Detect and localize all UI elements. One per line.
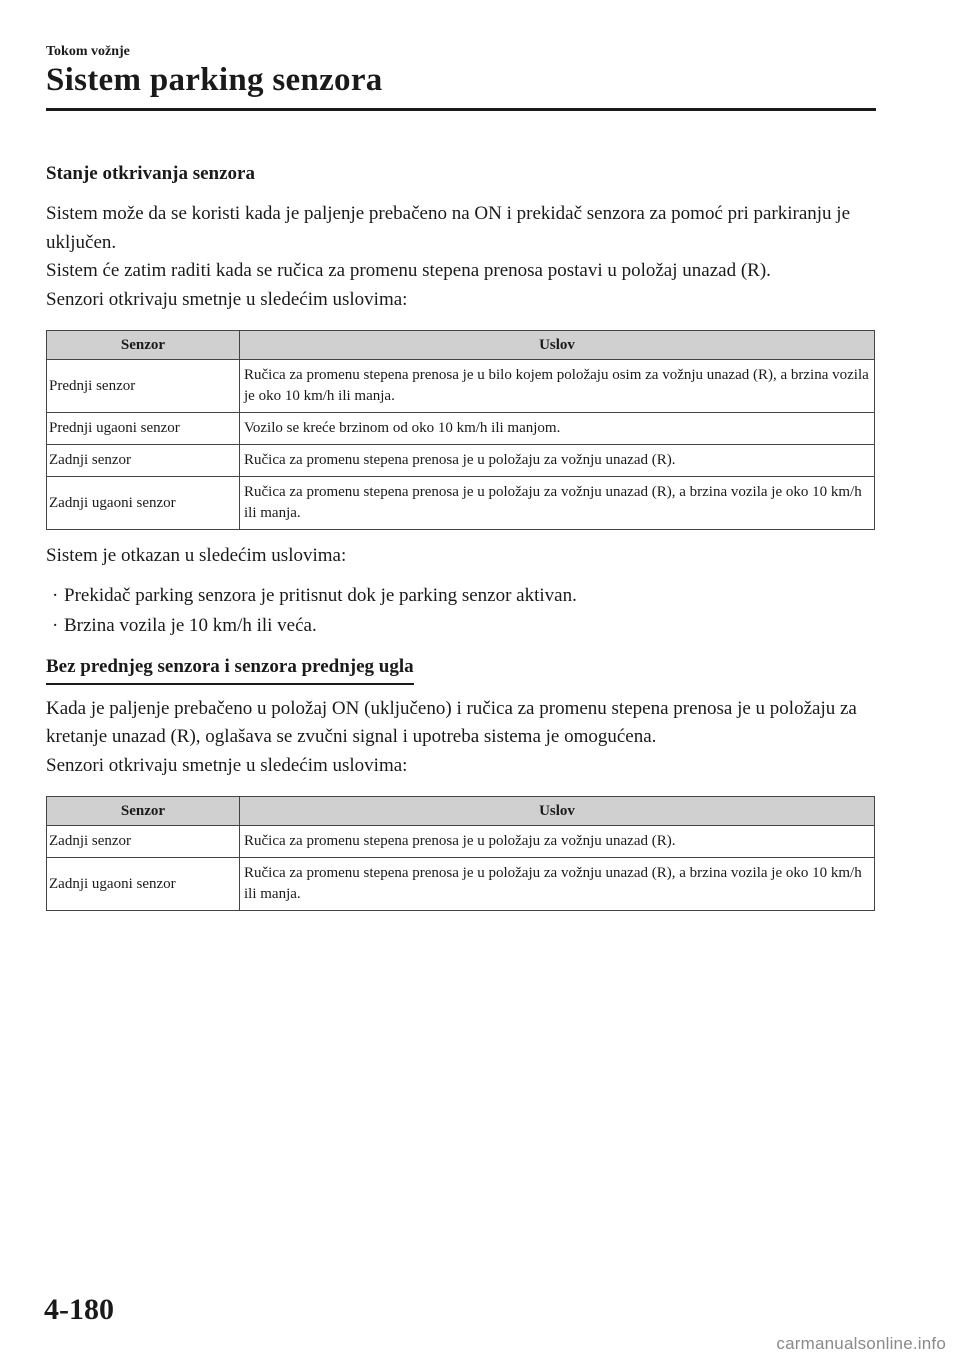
rear-sensor-conditions-table xyxy=(46,796,875,911)
sensor-cell: Prednji senzor xyxy=(47,360,240,413)
column-header-sensor: Senzor xyxy=(47,797,240,826)
condition-cell: Vozilo se kreće brzinom od oko 10 km/h ili manjom. xyxy=(240,413,875,445)
bullet-icon: · xyxy=(52,584,59,606)
content xyxy=(46,158,876,923)
sensor-cell: Zadnji ugaoni senzor xyxy=(47,477,240,530)
paragraph: Sistem može da se koristi kada je paljenje prebačeno na ON i prekidač senzora za pomoć pri parkiranju je uključen. xyxy=(46,203,851,253)
table-row xyxy=(47,360,875,413)
sensor-cell: Zadnji senzor xyxy=(47,445,240,477)
condition-cell: Ručica za promenu stepena prenosa je u položaju za vožnju unazad (R). xyxy=(240,826,875,858)
sensor-cell: Prednji ugaoni senzor xyxy=(47,413,240,445)
column-header-sensor: Senzor xyxy=(47,331,240,360)
chapter-label: Tokom vožnje xyxy=(46,44,130,59)
sensor-cell: Zadnji ugaoni senzor xyxy=(47,858,240,911)
title-divider xyxy=(46,108,876,111)
column-header-condition: Uslov xyxy=(240,797,875,826)
table-row xyxy=(47,477,875,530)
table-row xyxy=(47,413,875,445)
sensor-conditions-table xyxy=(46,330,875,530)
bullet-icon: · xyxy=(52,614,59,636)
table-header-row xyxy=(47,797,875,826)
table-row xyxy=(47,858,875,911)
paragraph: Sistem je otkazan u sledećim uslovima: xyxy=(46,545,347,566)
watermark: carmanualsonline.info xyxy=(776,1334,946,1353)
list-item-text: Brzina vozila je 10 km/h ili veća. xyxy=(64,614,317,636)
paragraph: Senzori otkrivaju smetnje u sledećim uslovima: xyxy=(46,754,408,776)
table-row xyxy=(47,826,875,858)
page-title: Sistem parking senzora xyxy=(46,62,383,98)
table-row xyxy=(47,445,875,477)
paragraph: Senzori otkrivaju smetnje u sledećim uslovima: xyxy=(46,288,408,310)
sensor-cell: Zadnji senzor xyxy=(47,826,240,858)
condition-cell: Ručica za promenu stepena prenosa je u bilo kojem položaju osim za vožnju unazad (R), a brzina vozila je oko 10 km/h ili manja. xyxy=(240,360,875,413)
section-heading-detection: Stanje otkrivanja senzora xyxy=(46,163,255,184)
paragraph: Kada je paljenje prebačeno u položaj ON (uključeno) i ručica za promenu stepena prenosa je u položaju za kretanje unazad (R), oglašava se zvučni signal i upotreba sistema je omogućena. xyxy=(46,697,857,747)
section-heading-no-front-sensor: Bez prednjeg senzora i senzora prednjeg ugla xyxy=(46,653,414,685)
column-header-condition: Uslov xyxy=(240,331,875,360)
list-item-text: Prekidač parking senzora je pritisnut dok je parking senzor aktivan. xyxy=(64,584,577,606)
table-header-row xyxy=(47,331,875,360)
condition-cell: Ručica za promenu stepena prenosa je u položaju za vožnju unazad (R), a brzina vozila je oko 10 km/h ili manja. xyxy=(240,477,875,530)
list-item xyxy=(46,581,876,611)
paragraph: Sistem će zatim raditi kada se ručica za promenu stepena prenosa postavi u položaj unazad (R). xyxy=(46,260,771,281)
condition-cell: Ručica za promenu stepena prenosa je u položaju za vožnju unazad (R). xyxy=(240,445,875,477)
condition-cell: Ručica za promenu stepena prenosa je u položaju za vožnju unazad (R), a brzina vozila je oko 10 km/h ili manja. xyxy=(240,858,875,911)
page-number: 4-180 xyxy=(44,1293,114,1326)
list-item xyxy=(46,611,876,641)
cancel-conditions-list xyxy=(46,581,876,641)
